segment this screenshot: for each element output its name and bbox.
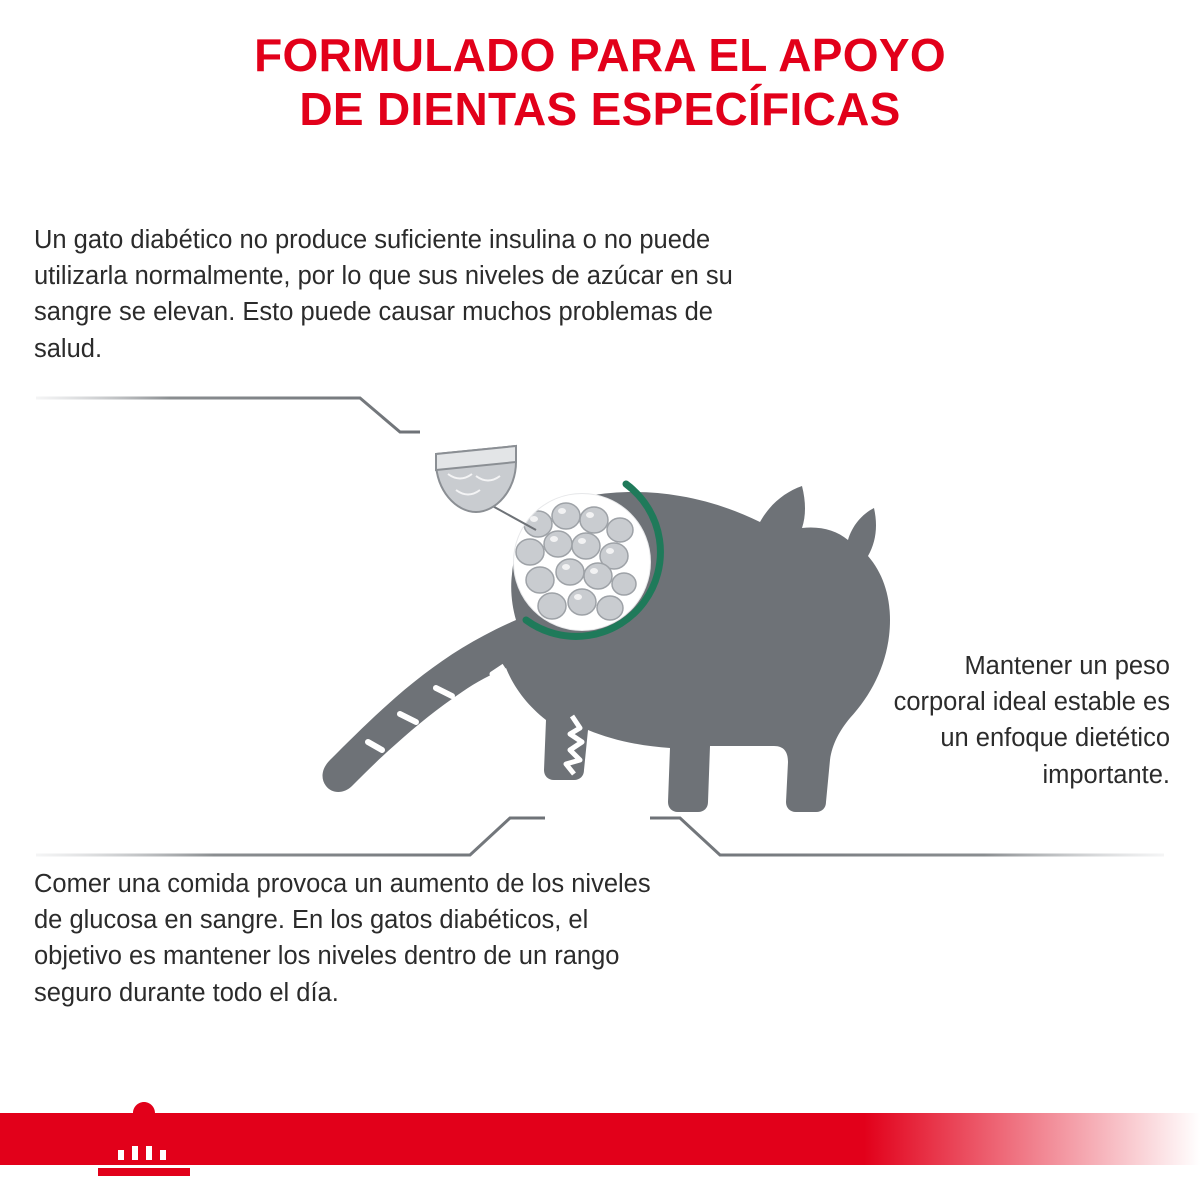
kibble-callout — [430, 440, 680, 660]
paragraph-bottom: Comer una comida provoca un aumento de los niveles de glucosa en sangre. En los gatos diabéticos, el objetivo es mantener los niveles dentro de un rango seguro durante todo el día. — [34, 870, 651, 1007]
royal-canin-crown-logo — [78, 1098, 210, 1180]
headline-line-2: DE DIENTAS ESPECÍFICAS — [299, 83, 901, 136]
kibble-cluster — [514, 494, 650, 630]
paragraph-top: Un gato diabético no produce suficiente insulina o no puede utilizarla normalmente, por lo que sus niveles de azúcar en su sangre se elevan. Esto puede causar muchos problemas de salud. — [34, 226, 733, 363]
kibble-bowl-icon — [436, 446, 516, 512]
paragraph-right: Mantener un peso corporal ideal estable es un enfoque dietético importante. — [893, 652, 1170, 789]
headline-line-1: FORMULADO PARA EL APOYO — [254, 29, 946, 81]
page-title — [0, 28, 1200, 137]
